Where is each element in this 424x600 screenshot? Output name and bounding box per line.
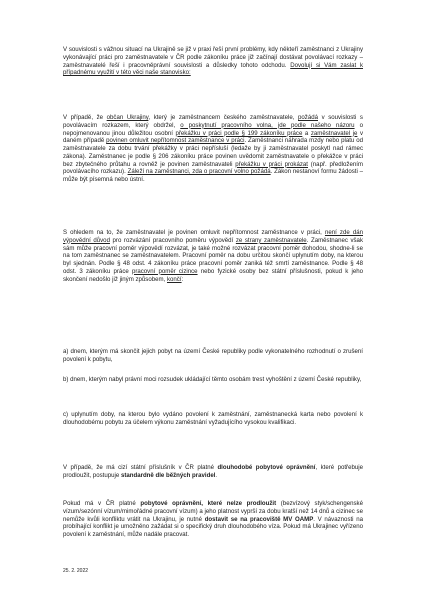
- underlined-text: není zde dán výpovědní důvod: [63, 229, 363, 244]
- text-run: Pokud má v ČR platné: [63, 500, 141, 507]
- paragraph-residence-nonextend: [63, 500, 363, 539]
- text-run: o nepojmenovanou jinou důležitou osobní: [63, 121, 363, 137]
- text-run: . V návaznosti na probíhající konflikt je umožněno zažádat si o specifický druh dlouhodobého víza. Pokud má Ukrajinec vyřízeno povolení k zaměstnání, může nadále pracovat.: [63, 515, 363, 538]
- list-item-b: b) dnem, kterým nabyl právní moci rozsudek ukládající těmto osobám trest vyhoštění z území České republiky,: [63, 376, 362, 383]
- paragraph-intro: [63, 46, 363, 77]
- underlined-text: občan Ukrajiny: [106, 114, 149, 121]
- text-run: . Zaměstnanec však sám může pracovní poměr výpovědí rozvázat, je také možné rozvázat pracovní poměr dohodou, shodne-li se na tom zaměstnanec se zaměstnavatelem. Pracovní poměr na dobu určitou skončí uplynutím doby, na kterou byl sjednán. Podle § 48 odst. 4 zákoníku práce pracovní poměr zaniká též smrtí zaměstnance. Podle § 48 odst. 3 zákoníku práce: [63, 236, 363, 275]
- text-run: S ohledem na to, že zaměstnavatel je povinen omluvit nepřítomnost zaměstnance v práci,: [63, 229, 325, 236]
- list-item-a: a) dnem, kterým má skončit jejich pobyt na území České republiky podle vykonatelného rozhodnutí o zrušení povolení k pobytu,: [63, 348, 363, 363]
- underlined-text: překážku v práci prokázat: [235, 160, 308, 168]
- underlined-text: o poskytnutí pracovního volna, jde podle našeho názoru: [180, 121, 355, 129]
- list-item-c: c) uplynutím doby, na kterou bylo vydáno povolení k zaměstnání, zaměstnanecká karta nebo povolení k dlouhodobému pobytu za účelem výkonu zaměstnání vyžadujícího vysokou kvalifikaci.: [63, 411, 363, 426]
- text-run: v daném případě: [63, 129, 364, 145]
- bold-text: dostavit se na pracoviště MV OAMP: [204, 515, 314, 523]
- bold-text: pobytové oprávnění, které nelze prodloužit: [140, 500, 277, 507]
- text-run: . Zákon nestanoví formu žádosti – může být písemná nebo ústní.: [63, 168, 364, 183]
- paragraph-leave: [63, 114, 363, 184]
- underlined-text: Záleží na zaměstnanci, zda o pracovní volno požádá: [127, 168, 271, 176]
- text-run: (bezvízový styk/schengenské vízum/sezónní vízum/mimořádné pracovní vízum) a jeho platnost vyprší za dobu kratší než 14 dnů a cizinec se nemůže kvůli konfliktu vrátit na Ukrajinu, je nutné: [63, 500, 363, 523]
- underlined-text: končí: [166, 275, 182, 283]
- text-run: nebo fyzické osoby bez státní příslušnosti, pokud k jeho skončení nedošlo již jiným způsobem,: [63, 267, 363, 283]
- text-run: a: [302, 129, 311, 137]
- document-date: 25. 2. 2022: [63, 568, 89, 574]
- paragraph-termination: [63, 229, 363, 283]
- text-run: , který je zaměstnancem českého zaměstnavatele,: [148, 114, 298, 121]
- underlined-text: pracovní poměr cizince: [131, 267, 198, 275]
- underlined-text: překážku v práci podle § 199 zákoníku práce: [175, 129, 303, 137]
- underlined-text: povinen omluvit nepřítomnost zaměstnance v práci: [106, 137, 245, 145]
- text-run: .: [215, 471, 218, 479]
- paragraph-residence-extend: [63, 464, 363, 480]
- underlined-text: Dovolují si Vám zaslat k případnému využití v této věci naše stanovisko:: [63, 61, 363, 77]
- bold-text: standardně dle běžných pravidel: [120, 471, 216, 479]
- text-run: :: [181, 275, 184, 283]
- underlined-text: ze strany zaměstnavatele: [235, 236, 307, 244]
- text-run: . Zaměstnanci náhrada mzdy nebo platu od zaměstnavatele za dobu trvání překážky v práci nepřísluší (ledaže by ji zaměstnavatel poskytl nad rámec zákona). Zaměstnanec je podle § 206 zákoníku práce povinen uvědomit zaměstnavatele o překážce v práci bez zbytečného průtahu a rovněž je povinen zaměstnavateli: [63, 137, 363, 168]
- underlined-text: požádá: [298, 114, 318, 121]
- text-run: V případě, že: [63, 114, 107, 121]
- bold-text: dlouhodobé pobytové oprávnění: [217, 464, 316, 471]
- underlined-text: zaměstnavatel je: [310, 129, 358, 137]
- text-run: v souvislosti s povolávacím rozkazem, který obdržel,: [63, 114, 363, 129]
- text-run: , které potřebuje prodloužit, postupuje: [63, 464, 363, 479]
- text-run: pro rozvázání pracovního poměru výpovědí: [109, 236, 236, 244]
- text-run: (např. předložením povolávacího rozkazu).: [63, 160, 363, 176]
- text-run: V případě, že má cizí státní příslušník v ČR platné: [63, 464, 218, 471]
- text-run: V souvislosti s vážnou situací na Ukrajině se již v praxi řeší první problémy, kdy někteří zaměstnanci z Ukrajiny vykonávající práci pro zaměstnavatele v ČR podle zákoníku práce již začínají dostávat povolávací rozkazy – zaměstnavatelé řeší i pracovněprávní souvislosti a důsledky tohoto odchodu.: [63, 46, 363, 69]
